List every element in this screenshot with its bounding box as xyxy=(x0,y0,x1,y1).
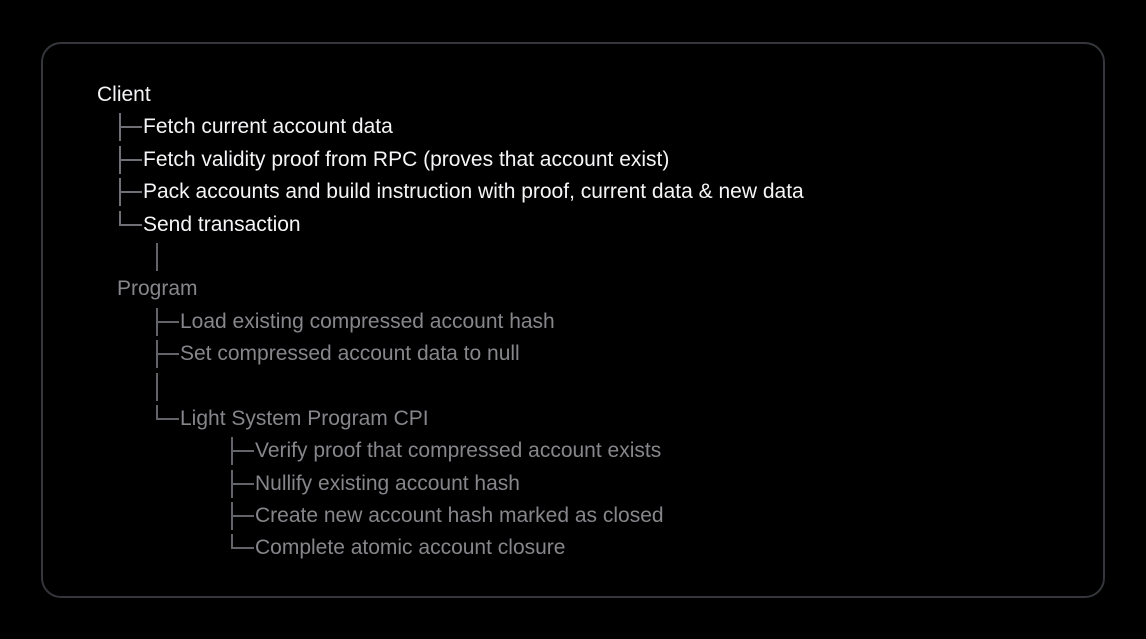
tree-branch-icon xyxy=(231,500,255,532)
tree-item xyxy=(43,500,1103,532)
tree-branch-icon xyxy=(119,176,143,208)
tree-item xyxy=(43,306,1103,338)
tree-item-label: Nullify existing account hash xyxy=(255,471,520,495)
tree-item-label: Complete atomic account closure xyxy=(255,536,566,560)
tree-item xyxy=(43,532,1103,564)
tree-branch-end-icon xyxy=(156,403,180,435)
tree-branch-icon xyxy=(231,468,255,500)
section-title-label: Client xyxy=(97,83,151,106)
section-title-label: Program xyxy=(117,277,198,301)
tree-branch-end-icon xyxy=(231,532,255,564)
tree-item xyxy=(43,209,1103,241)
tree-item xyxy=(43,176,1103,208)
tree-item xyxy=(43,468,1103,500)
tree-item-label: Fetch current account data xyxy=(143,115,393,139)
tree-item-label: Create new account hash marked as closed xyxy=(255,504,664,528)
tree-branch-icon xyxy=(119,144,143,176)
tree-item xyxy=(43,111,1103,143)
diagram-panel xyxy=(41,42,1105,598)
tree-item-label: Set compressed account data to null xyxy=(180,342,520,366)
tree-item-label: Load existing compressed account hash xyxy=(180,309,555,333)
tree-item-label: Verify proof that compressed account exists xyxy=(255,439,662,463)
section-title-client xyxy=(43,79,1103,111)
tree-branch-icon xyxy=(119,111,143,143)
section-title-label: Light System Program CPI xyxy=(180,406,429,430)
tree-item-label: Send transaction xyxy=(143,212,301,236)
tree-item-label: Fetch validity proof from RPC (proves that account exist) xyxy=(143,147,670,171)
section-title-cpi xyxy=(43,403,1103,435)
tree-item xyxy=(43,435,1103,467)
tree-connector-row xyxy=(43,241,1103,273)
tree-connector-row xyxy=(43,371,1103,403)
tree-item-label: Pack accounts and build instruction with proof, current data & new data xyxy=(143,180,804,204)
section-title-program xyxy=(43,273,1103,305)
flow-tree xyxy=(43,79,1103,565)
tree-pipe-icon xyxy=(156,371,180,403)
tree-item xyxy=(43,338,1103,370)
tree-pipe-icon xyxy=(156,241,180,273)
tree-branch-icon xyxy=(231,435,255,467)
tree-branch-icon xyxy=(156,338,180,370)
tree-branch-end-icon xyxy=(119,209,143,241)
tree-branch-icon xyxy=(156,306,180,338)
tree-item xyxy=(43,144,1103,176)
